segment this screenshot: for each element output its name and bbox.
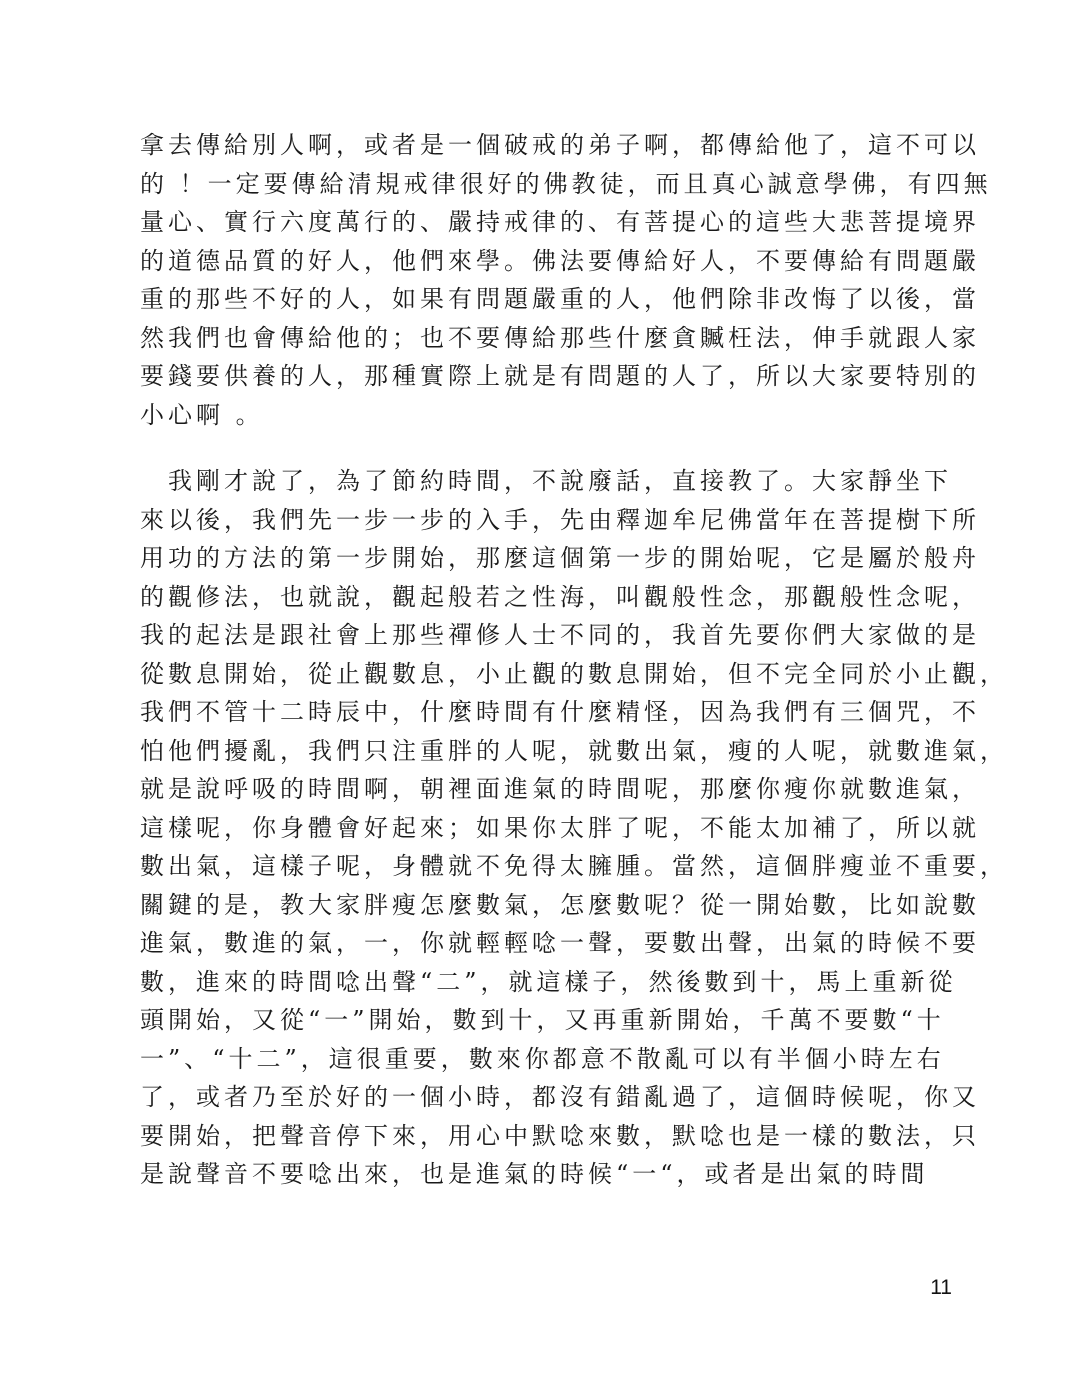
text-line: 小心啊 。 [140,400,264,429]
text-line: 我的起法是跟社會上那些禪修人士不同的，我首先要你們大家做的是 [140,621,980,649]
text-line: 我剛才說了，為了節約時間，不說廢話，直接教了。大家靜坐下 [140,467,952,495]
text-line: 就是說呼吸的時間啊，朝裡面進氣的時間呢，那麼你瘦你就數進氣， [140,775,980,803]
text-line: 重的那些不好的人，如果有問題嚴重的人，他們除非改悔了以後，當 [140,285,980,313]
text-line: 拿去傳給別人啊，或者是一個破戒的弟子啊，都傳給他了，這不可以 [140,131,980,159]
text-line: 的觀修法，也就說，觀起般若之性海，叫觀般性念，那觀般性念呢， [140,582,980,611]
text-line: 進氣，數進的氣，一，你就輕輕唸一聲，要數出聲，出氣的時候不要 [140,929,980,957]
text-line: 用功的方法的第一步開始，那麼這個第一步的開始呢，它是屬於般舟 [140,544,980,572]
text-line: 從數息開始，從止觀數息，小止觀的數息開始，但不完全同於小止觀， [140,659,1008,688]
text-line: 要錢要供養的人，那種實際上就是有問題的人了，所以大家要特別的 [140,362,980,390]
text-line: 的道德品質的好人，他們來學。佛法要傳給好人，不要傳給有問題嚴 [140,246,980,275]
text-line: 這樣呢，你身體會好起來；如果你太胖了呢，不能太加補了，所以就 [140,813,980,842]
text-line: 一”、“十二”，這很重要，數來你都意不散亂可以有半個小時左右 [140,1044,945,1073]
text-line: 關鍵的是，教大家胖瘦怎麼數氣，怎麼數呢？從一開始數，比如說數 [140,890,980,919]
text-line: 量心、實行六度萬行的、嚴持戒律的、有菩提心的這些大悲菩提境界 [140,208,980,236]
text-line: 頭開始，又從“一”開始，數到十，又再重新開始，千萬不要數“十 [140,1006,945,1034]
text-line: 要開始，把聲音停下來，用心中默唸來數，默唸也是一樣的數法，只 [140,1121,980,1150]
text-line: 然我們也會傳給他的；也不要傳給那些什麼貪贓枉法，伸手就跟人家 [140,323,980,352]
text-line: 怕他們擾亂，我們只注重胖的人呢，就數出氣，瘦的人呢，就數進氣， [140,736,1008,765]
text-line: 數出氣，這樣子呢，身體就不免得太臃腫。當然，這個胖瘦並不重要， [140,852,1008,880]
paragraph-2 [140,462,1008,1194]
page-number: 11 [930,1276,952,1299]
text-line: 數，進來的時間唸出聲“二”，就這樣子，然後數到十，馬上重新從 [140,967,957,996]
text-line: 來以後，我們先一步一步的入手，先由釋迦牟尼佛當年在菩提樹下所 [140,505,980,534]
text-line: 的 ！一定要傳給清規戒律很好的佛教徒，而且真心誠意學佛，有四無 [140,169,992,198]
paragraph-1 [140,126,992,434]
text-line: 我們不管十二時辰中，什麼時間有什麼精怪，因為我們有三個咒，不 [140,698,980,726]
text-line: 了，或者乃至於好的一個小時，都沒有錯亂過了，這個時候呢，你又 [140,1083,980,1111]
text-line: 是說聲音不要唸出來，也是進氣的時候“一“，或者是出氣的時間 [140,1160,929,1188]
